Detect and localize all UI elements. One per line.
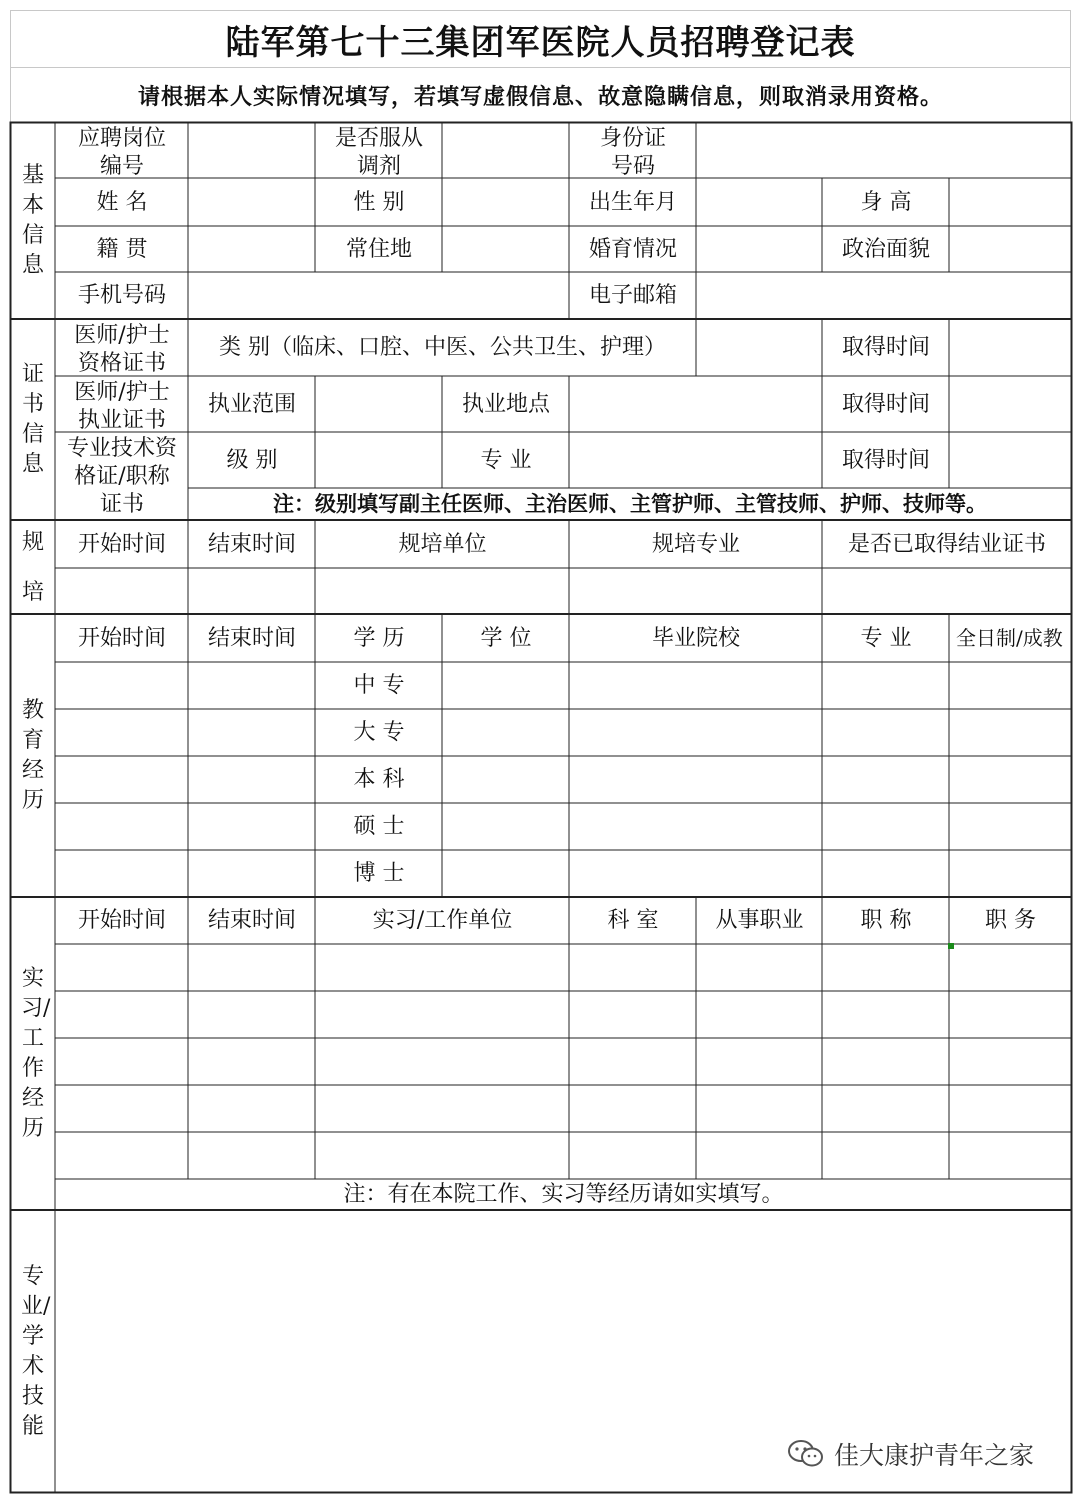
edu-header-mode: 全日制/成教 [956, 626, 1063, 650]
edu-level-row: 中 专 [353, 673, 405, 699]
field-gender[interactable] [443, 179, 569, 226]
field-level[interactable] [316, 433, 442, 488]
label-phone: 手机号码 [77, 283, 166, 309]
section-education-text: 教育经历 [21, 698, 44, 813]
cell-marker [948, 943, 954, 949]
training-field-start[interactable] [56, 569, 188, 614]
watermark-text: 佳大康护青年之家 [834, 1441, 1035, 1470]
section-basic-text: 基本信息 [21, 163, 44, 278]
training-header-end: 结束时间 [207, 531, 296, 557]
field-scope[interactable] [316, 377, 442, 432]
wechat-icon [786, 1438, 826, 1470]
edu-level-row: 大 专 [353, 720, 405, 746]
label-title-cert-text: 专业技术资格证/职称证书 [66, 436, 177, 517]
work-header-title: 职 称 [860, 908, 912, 934]
field-marital[interactable] [697, 227, 822, 272]
training-header-major: 规培专业 [651, 531, 740, 557]
label-qualification-text: 医师/护士资格证书 [74, 323, 170, 376]
edu-header-end: 结束时间 [207, 625, 296, 651]
field-position-code[interactable] [189, 123, 315, 178]
label-position-code [56, 123, 188, 178]
section-cert-text: 证书信息 [21, 362, 44, 477]
section-work-label [11, 898, 55, 1210]
field-birth[interactable] [697, 179, 822, 226]
label-scope: 执业范围 [207, 391, 296, 417]
section-cert-label [11, 320, 55, 520]
edu-header-degree-level: 学 历 [353, 625, 405, 651]
work-header-duty: 职 务 [985, 908, 1036, 934]
training-header-unit: 规培单位 [398, 531, 487, 557]
cert-note: 注：级别填写副主任医师、主治医师、主管护师、主管技师、护师、技师等。 [273, 491, 987, 517]
section-education-label [11, 615, 55, 897]
field-id-number[interactable] [697, 123, 1071, 178]
work-header-end: 结束时间 [207, 908, 296, 934]
label-obey-transfer [316, 123, 442, 178]
field-email[interactable] [697, 273, 1071, 319]
label-category: 类 别（临床、口腔、中医、公共卫生、护理） [219, 335, 666, 361]
edu-header-degree: 学 位 [480, 625, 532, 651]
label-practice-text: 医师/护士执业证书 [74, 380, 170, 432]
field-title-obtain-time[interactable] [950, 433, 1071, 488]
watermark [780, 1436, 1040, 1472]
edu-header-school: 毕业院校 [651, 625, 740, 651]
section-training-text: 规培 [21, 529, 44, 605]
field-practice-obtain-time[interactable] [950, 377, 1071, 432]
label-position-code-text: 应聘岗位编号 [77, 126, 166, 178]
label-height: 身 高 [860, 189, 912, 215]
label-residence: 常住地 [345, 236, 412, 262]
work-header-unit: 实习/工作单位 [372, 908, 513, 934]
training-header-start: 开始时间 [77, 531, 166, 557]
label-qualification [56, 320, 188, 376]
field-category[interactable] [697, 320, 822, 376]
form-notice: 请根据本人实际情况填写，若填写虚假信息、故意隐瞒信息，则取消录用资格。 [137, 83, 943, 110]
label-id-number [570, 123, 696, 178]
section-work-text: 实习/工作经历 [21, 966, 51, 1141]
label-level: 级 别 [226, 447, 278, 473]
field-cert-major[interactable] [570, 433, 822, 488]
edu-header-major: 专 业 [860, 625, 912, 651]
field-height[interactable] [950, 179, 1071, 226]
field-native[interactable] [189, 227, 315, 272]
training-field-major[interactable] [570, 569, 822, 614]
edu-level-row: 本 科 [353, 767, 405, 793]
work-header-dept: 科 室 [607, 908, 659, 934]
field-location[interactable] [570, 377, 822, 432]
label-title-cert [56, 433, 188, 520]
section-skills-label [11, 1211, 55, 1492]
training-field-end[interactable] [189, 569, 315, 614]
section-basic-label [11, 123, 55, 319]
label-gender: 性 别 [353, 189, 405, 215]
field-name[interactable] [189, 179, 315, 226]
label-location: 执业地点 [461, 391, 550, 417]
field-residence[interactable] [443, 227, 569, 272]
label-email: 电子邮箱 [588, 283, 677, 309]
label-name: 姓 名 [96, 189, 148, 215]
label-cert-major: 专 业 [480, 447, 532, 473]
label-practice [56, 377, 188, 432]
training-header-cert: 是否已取得结业证书 [847, 531, 1046, 557]
label-obey-transfer-text: 是否服从调剂 [334, 126, 423, 178]
section-training-label [11, 521, 55, 614]
form-title: 陆军第七十三集团军医院人员招聘登记表 [225, 22, 856, 63]
label-marital: 婚育情况 [588, 236, 677, 262]
edu-level-row: 博 士 [353, 861, 405, 887]
training-field-unit[interactable] [316, 569, 569, 614]
field-qual-obtain-time[interactable] [950, 320, 1071, 376]
section-skills-text: 专业/学术技能 [21, 1263, 51, 1439]
label-political: 政治面貌 [841, 236, 930, 262]
work-note: 注：有在本院工作、实习等经历请如实填写。 [343, 1182, 784, 1208]
label-practice-obtain-time: 取得时间 [841, 391, 930, 417]
label-native: 籍 贯 [96, 236, 148, 262]
edu-header-start: 开始时间 [77, 625, 166, 651]
label-title-obtain-time: 取得时间 [841, 447, 930, 473]
edu-level-row: 硕 士 [353, 814, 405, 840]
field-phone[interactable] [189, 273, 569, 319]
label-id-number-text: 身份证号码 [599, 126, 666, 178]
work-header-start: 开始时间 [77, 908, 166, 934]
training-field-cert[interactable] [823, 569, 1071, 614]
label-birth: 出生年月 [588, 189, 677, 215]
work-header-occupation: 从事职业 [715, 908, 804, 934]
field-political[interactable] [950, 227, 1071, 272]
field-obey-transfer[interactable] [443, 123, 569, 178]
label-qual-obtain-time: 取得时间 [841, 335, 930, 361]
